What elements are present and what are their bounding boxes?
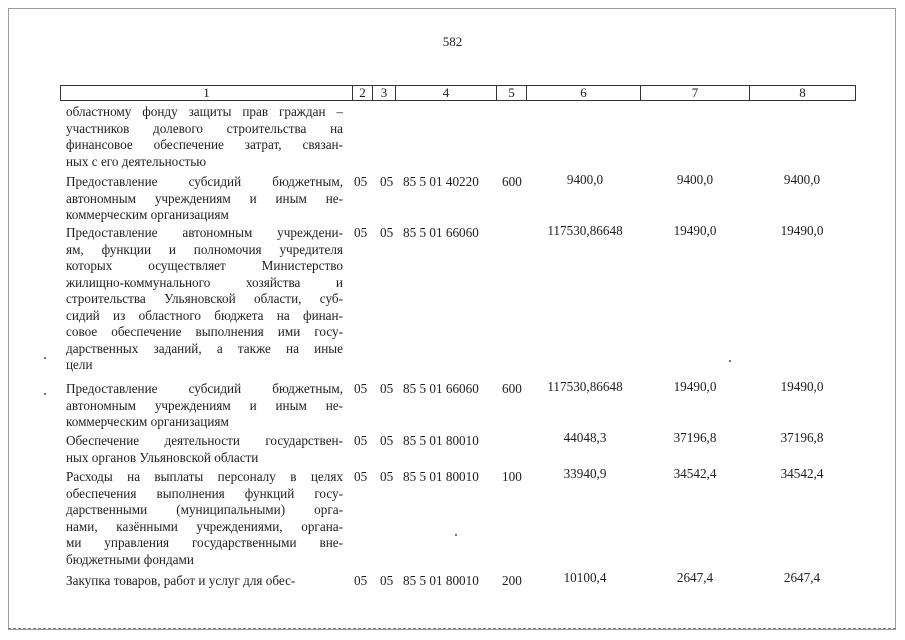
row-text-line: автономным учреждениям и иным не- (66, 190, 343, 206)
table-row-2-description (66, 225, 343, 374)
row-4-col-6: 44048,3 (563, 430, 607, 445)
row-3-col-2: 05 (354, 381, 368, 396)
row-text-line: обеспечения выполнения функций госу- (66, 485, 343, 501)
row-6-col-5: 200 (502, 573, 522, 588)
table-row-3-description (66, 381, 343, 431)
row-text-line: строительства Ульяновской области, суб- (66, 291, 343, 306)
row-1-col-2: 05 (354, 174, 368, 189)
row-1-col-3: 05 (380, 174, 394, 189)
row-1-col-5: 600 (502, 174, 522, 189)
row-5-col-7: 34542,4 (673, 466, 717, 481)
row-6-col-8: 2647,4 (783, 570, 821, 585)
row-2-col-4: 85 5 01 66060 (403, 225, 479, 240)
row-text-line: ям, функции и полномочия учредителя (66, 241, 343, 257)
row-text-line: участников долевого строительства на (66, 120, 343, 136)
table-row-0-description (66, 104, 343, 170)
row-3-col-7: 19490,0 (673, 379, 717, 394)
row-1-col-6: 9400,0 (566, 172, 604, 187)
row-text-line: нами, казёнными учреждениями, органа- (66, 518, 343, 534)
table-row-6-description (66, 573, 343, 590)
row-1-col-7: 9400,0 (676, 172, 714, 187)
row-text-line: ми управления государственными вне- (66, 535, 343, 550)
row-5-col-6: 33940,9 (563, 466, 607, 481)
row-6-col-7: 2647,4 (676, 570, 714, 585)
row-3-col-6: 117530,86648 (547, 379, 623, 394)
row-5-col-3: 05 (380, 469, 394, 484)
row-4-col-3: 05 (380, 433, 394, 448)
header-col-5: 5 (496, 86, 526, 100)
row-text-line: цели (66, 357, 93, 372)
scan-speck (455, 534, 457, 536)
row-text-line: ных органов Ульяновской области (66, 449, 259, 465)
table-row-1-description (66, 174, 343, 224)
page-number: 582 (442, 34, 463, 49)
table-header-row (60, 85, 856, 101)
header-col-7: 7 (640, 86, 749, 100)
row-3-col-5: 600 (502, 381, 522, 396)
row-text-line: дарственными (муниципальными) орга- (66, 502, 343, 517)
row-3-col-4: 85 5 01 66060 (403, 381, 479, 396)
row-text-line: бюджетными фондами (66, 551, 194, 567)
scan-speck (729, 360, 731, 362)
row-text-line: Предоставление субсидий бюджетным, (66, 174, 343, 189)
row-text-line: Обеспечение деятельности государствен- (66, 433, 343, 448)
row-5-col-8: 34542,4 (780, 466, 824, 481)
scan-speck (44, 393, 46, 395)
row-text-line: Закупка товаров, работ и услуг для обес- (66, 573, 296, 588)
table-row-5-description (66, 469, 343, 568)
row-2-col-6: 117530,86648 (547, 223, 623, 238)
row-4-col-8: 37196,8 (780, 430, 824, 445)
header-col-4: 4 (395, 86, 496, 100)
row-5-col-5: 100 (502, 469, 522, 484)
row-3-col-8: 19490,0 (780, 379, 824, 394)
row-text-line: Расходы на выплаты персоналу в целях (66, 469, 343, 484)
table-row-4-description (66, 433, 343, 466)
row-1-col-8: 9400,0 (783, 172, 821, 187)
header-col-1: 1 (203, 85, 210, 100)
row-text-line: Предоставление автономным учреждени- (66, 225, 343, 240)
row-text-line: жилищно-коммунального хозяйства и (66, 274, 343, 290)
row-2-col-2: 05 (354, 225, 368, 240)
row-text-line: коммерческим организациям (66, 414, 229, 429)
row-6-col-3: 05 (380, 573, 394, 588)
row-text-line: сидий из областного бюджета на финан- (66, 307, 343, 323)
row-text-line: совое обеспечение выполнения ими госу- (66, 324, 343, 339)
row-3-col-3: 05 (380, 381, 394, 396)
page-bottom-rule (8, 628, 896, 629)
scan-speck (44, 357, 46, 359)
row-4-col-4: 85 5 01 80010 (403, 433, 479, 448)
header-col-3: 3 (372, 86, 395, 100)
row-text-line: областному фонду защиты прав граждан – (66, 104, 343, 119)
row-text-line: дарственных заданий, а также на иные (66, 340, 343, 356)
header-col-6: 6 (526, 86, 640, 100)
row-4-col-7: 37196,8 (673, 430, 717, 445)
row-text-line: коммерческим организациям (66, 207, 229, 222)
row-6-col-2: 05 (354, 573, 368, 588)
row-6-col-6: 10100,4 (563, 570, 607, 585)
row-2-col-7: 19490,0 (673, 223, 717, 238)
row-text-line: ных с его деятельностью (66, 153, 207, 169)
row-text-line: Предоставление субсидий бюджетным, (66, 381, 343, 396)
row-text-line: финансовое обеспечение затрат, связан- (66, 137, 343, 152)
row-5-col-2: 05 (354, 469, 368, 484)
row-2-col-3: 05 (380, 225, 394, 240)
row-6-col-4: 85 5 01 80010 (403, 573, 479, 588)
row-text-line: автономным учреждениям и иным не- (66, 397, 343, 413)
header-col-2: 2 (352, 86, 372, 100)
row-4-col-2: 05 (354, 433, 368, 448)
row-5-col-4: 85 5 01 80010 (403, 469, 479, 484)
row-text-line: которых осуществляет Министерство (66, 258, 343, 273)
header-col-8: 8 (749, 86, 855, 100)
row-2-col-8: 19490,0 (780, 223, 824, 238)
row-1-col-4: 85 5 01 40220 (403, 174, 479, 189)
